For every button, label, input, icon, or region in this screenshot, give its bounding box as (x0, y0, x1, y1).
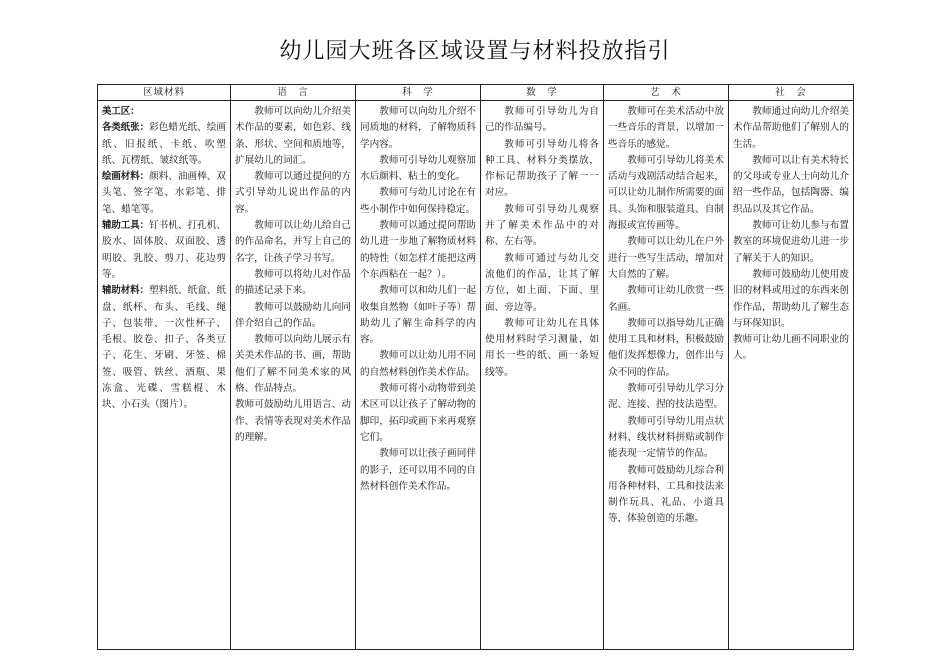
science-item: 教师可以通过提问帮助幼儿进一步地了解物质材料的特性（如怎样才能把这两个东西粘在一起？）。 (360, 220, 476, 280)
science-item: 教师可将小动物带到美术区可以让孩子了解动物的脚印，拓印或画下来再观察它们。 (360, 383, 476, 443)
guide-table (97, 84, 854, 650)
art-item: 教师可让幼儿欣赏一些名画。 (608, 285, 724, 313)
social-cell (729, 101, 854, 650)
header-social: 社 会 (729, 85, 854, 101)
art-item: 教师可引导幼儿用点状材料、线状材料拼贴或制作能表现一定情节的作品。 (608, 415, 724, 460)
content-row (98, 101, 854, 650)
materials-cell (98, 101, 231, 650)
social-item: 教师可让幼儿参与布置教室的环境促进幼儿进一步了解关于人的知识。 (733, 220, 849, 264)
header-math: 数 学 (481, 85, 604, 101)
math-item: 教师可引导幼儿观察并了解美术作品中的对称、左右等。 (485, 203, 599, 248)
art-item: 教师可引导幼儿学习分泥、连接、捏的技法造型。 (608, 383, 724, 411)
science-item: 教师可以让幼儿用不同的自然材料创作美术作品。 (360, 350, 476, 378)
materials-group: 绘画材料：颜料、油画棒、双头笔、签字笔、水彩笔、排笔、蜡笔等。 (102, 171, 226, 215)
materials-group: 各类纸张：彩色蜡光纸、绘画纸、旧报纸、卡纸、吹塑纸、瓦楞纸、皱纹纸等。 (102, 122, 226, 166)
materials-area-label: 美工区： (102, 106, 140, 117)
materials-group: 辅助材料：塑料纸、纸盒、纸盘、纸杯、布头、毛线、绳子、包装带、一次性杯子、毛根、胶卷、扣子、各类豆子、花生、牙刷、牙签、棉签、吸管、铁丝、酒瓶、果冻盒、光碟、雪糕棍、木块、小石头（图片）。 (102, 285, 226, 411)
art-item: 教师可以指导幼儿正确使用工具和材料，积极鼓励他们发挥想像力，创作出与众不同的作品。 (608, 317, 724, 378)
language-item: 教师可以将幼儿对作品的描述记录下来。 (235, 268, 351, 297)
art-item: 教师可在美术活动中放一些音乐的背景，以增加一些音乐的感觉。 (608, 106, 724, 150)
header-language: 语 言 (231, 85, 356, 101)
science-cell (356, 101, 481, 650)
social-item: 教师可让幼儿画不同职业的人。 (733, 334, 849, 362)
social-item: 教师通过向幼儿介绍美术作品帮助他们了解别人的生活。 (733, 106, 849, 150)
art-cell (604, 101, 729, 650)
math-cell (481, 101, 604, 650)
page-title: 幼儿园大班各区域设置与材料投放指引 (279, 39, 671, 64)
language-item: 教师可以让幼儿给自己的作品命名，并写上自己的名字，让孩子学习书写。 (235, 220, 351, 264)
materials-group: 辅助工具：钉书机、打孔机、胶水、固体胶、双面胶、透明胶、乳胶、剪刀、花边剪等。 (102, 220, 226, 280)
header-materials: 区域材料 (98, 85, 231, 101)
language-item: 教师可以向幼儿展示有关美术作品的书、画，帮助他们了解不同美术家的风格、作品特点。 (235, 334, 351, 395)
art-item: 教师可以让幼儿在户外进行一些写生活动，增加对大自然的了解。 (608, 236, 724, 280)
language-item: 教师可鼓励幼儿用语言、动作、表情等表现对美术作品的理解。 (235, 399, 351, 443)
science-item: 教师可以让孩子画同伴的影子，还可以用不同的自然材料创作美术作品。 (360, 448, 476, 492)
math-item: 教师可让幼儿在具体使用材料时学习测量，如用长一些的纸、画一条短线等。 (485, 317, 599, 378)
header-art: 艺 术 (604, 85, 729, 101)
art-item: 教师可引导幼儿将美术活动与戏剧活动结合起来，可以让幼儿制作所需要的面具、头饰和服装道具、自制海报或宣传画等。 (608, 154, 724, 232)
language-item: 教师可以鼓励幼儿向同伴介绍自己的作品。 (235, 301, 351, 329)
science-item: 教师可以向幼儿介绍不同质地的材料，了解物质科学内容。 (360, 106, 476, 150)
header-row (98, 85, 854, 101)
language-item: 教师可以向幼儿介绍美术作品的要素，如色彩、线条、形状、空间和质地等，扩展幼儿的词汇。 (235, 106, 351, 166)
language-item: 教师可以通过提问的方式引导幼儿说出作品的内容。 (235, 171, 351, 215)
science-item: 教师可引导幼儿观察加水后颜料、粘土的变化。 (360, 154, 476, 183)
social-item: 教师可以让有美术特长的父母或专业人士向幼儿介绍一些作品，包括陶器、编织品以及其它作品。 (733, 154, 849, 215)
science-item: 教师可与幼儿讨论在有些小制作中如何保持稳定。 (360, 187, 476, 215)
header-science: 科 学 (356, 85, 481, 101)
language-cell (231, 101, 356, 650)
math-item: 教师可通过与幼儿交流他们的作品，让其了解方位，如上面、下面、里面、旁边等。 (485, 252, 599, 313)
math-item: 教师可引导幼儿为自己的作品编号。 (485, 106, 599, 134)
social-item: 教师可鼓励幼儿使用废旧的材料或用过的东西来创作作品，帮助幼儿了解生态与环保知识。 (733, 268, 849, 329)
art-item: 教师可鼓励幼儿综合利用各种材料、工具和技法来制作玩具、礼品、小道具等，体验创造的乐趣。 (608, 464, 724, 525)
science-item: 教师可以和幼儿们一起收集自然物（如叶子等）帮助幼儿了解生命科学的内容。 (360, 285, 476, 346)
math-item: 教师可引导幼儿将各种工具、材料分类摆放，作标记帮助孩子了解一一对应。 (485, 138, 599, 199)
